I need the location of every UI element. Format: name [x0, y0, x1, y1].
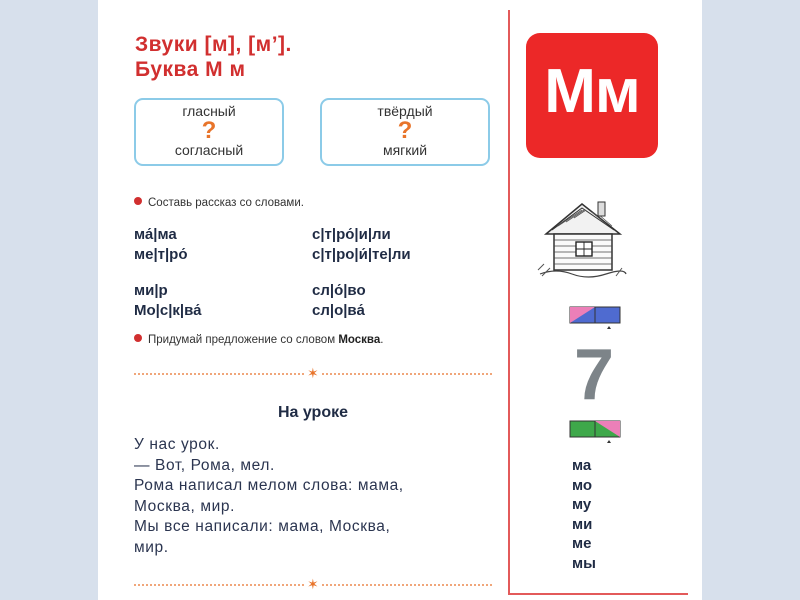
instruction-text: Придумай предложение со словом	[148, 334, 339, 346]
instruction-make-sentence	[134, 334, 383, 346]
card-top-word: твёрдый	[377, 103, 433, 119]
lesson-title	[135, 32, 292, 82]
letter-badge: Мм	[526, 33, 658, 158]
card-bottom-word: мягкий	[382, 142, 428, 158]
bullet-icon	[134, 197, 142, 205]
syllable: му	[572, 496, 592, 513]
instruction-keyword: Москва	[338, 334, 381, 346]
card-top-word: гласный	[182, 103, 236, 119]
word-column-2b	[312, 281, 366, 321]
syllable-scheme-icon	[569, 306, 621, 330]
instruction-compose-story	[134, 197, 304, 209]
bullet-icon	[134, 334, 142, 342]
syllable: ме	[572, 535, 592, 552]
house-illustration	[536, 196, 628, 282]
question-mark: ?	[201, 117, 217, 144]
lesson-number: 7	[573, 335, 615, 415]
syllable-scheme-icon	[569, 420, 621, 444]
textbook-page	[98, 0, 702, 600]
instruction-end: .	[380, 334, 384, 346]
word: ма́|ма	[134, 226, 177, 243]
story-line: — Вот, Рома, мел.	[134, 456, 275, 474]
word: Мо|с|к|ва́	[134, 302, 202, 319]
word-column-1b	[134, 281, 201, 321]
story-line: Москва, мир.	[134, 497, 235, 515]
section-divider	[134, 576, 492, 592]
story-line: У нас урок.	[134, 436, 220, 453]
syllable: мо	[572, 476, 593, 494]
bottom-rule	[508, 593, 688, 595]
word: сл|о́|во	[312, 282, 366, 299]
margin-rule	[508, 10, 510, 595]
word-column-1a	[134, 225, 188, 265]
word-column-2a	[312, 225, 411, 265]
vowel-consonant-card	[134, 98, 284, 166]
story-line: Мы все написали: мама, Москва,	[134, 518, 391, 535]
word: ме|т|ро́	[134, 246, 188, 263]
card-bottom-word: согласный	[174, 142, 244, 158]
syllable: мы	[572, 554, 596, 572]
word: сл|о|ва́	[312, 302, 365, 319]
word: с|т|ро|и́|те|ли	[312, 246, 411, 263]
section-divider	[134, 365, 492, 381]
star-ornament-icon: ✶	[307, 365, 319, 381]
story-line: Рома написал мелом слова: мама,	[134, 477, 404, 494]
syllable: ми	[572, 515, 593, 533]
word: с|т|ро́|и|ли	[312, 226, 391, 243]
syllable: ма	[572, 457, 592, 474]
title-line-2: Буква М м	[135, 58, 246, 81]
story-title: На уроке	[277, 404, 349, 421]
title-line-1: Звуки [м], [м’].	[135, 33, 292, 56]
syllable-list	[572, 456, 596, 573]
story-text	[134, 435, 492, 558]
story-line: мир.	[134, 538, 169, 556]
instruction-text: Составь рассказ со словами.	[148, 197, 304, 209]
question-mark: ?	[397, 117, 413, 144]
star-ornament-icon: ✶	[307, 576, 319, 592]
word: ми|р	[134, 282, 168, 299]
hard-soft-card	[320, 98, 490, 166]
